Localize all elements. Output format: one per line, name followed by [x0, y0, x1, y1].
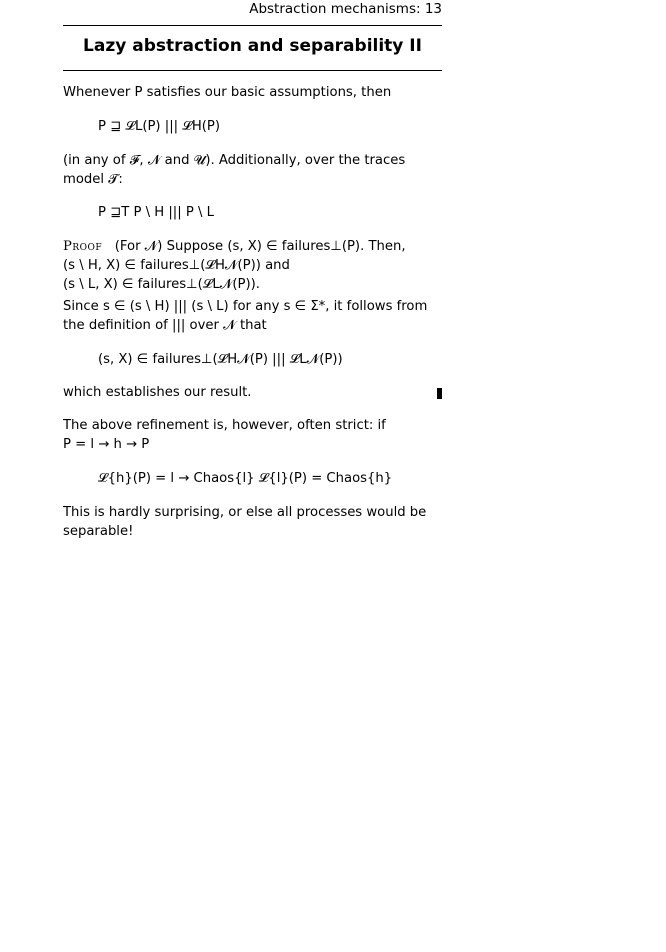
intro-paragraph: Whenever P satisfies our basic assumptions, then: [63, 85, 392, 100]
conclusion: which establishes our result.: [63, 385, 252, 400]
top-rule: [63, 25, 442, 26]
closing-line-1: This is hardly surprising, or else all processes would be: [63, 505, 427, 520]
proof-label: Proof: [63, 239, 103, 254]
qed-mark: [437, 388, 442, 399]
equation-3: (s, X) ∈ failures⊥(𝓛H𝓝(P) ||| 𝓛L𝓝(P)): [98, 352, 343, 367]
closing-line-2: separable!: [63, 524, 134, 539]
models-paragraph: (in any of 𝓕, 𝓝 and 𝓤). Additionally, over the traces model 𝓣:: [63, 153, 406, 187]
running-head: Abstraction mechanisms: 13: [249, 1, 442, 17]
proof-line-1: (For 𝓝) Suppose (s, X) ∈ failures⊥(P). Then,: [114, 239, 406, 254]
proof-line-3: (s \ L, X) ∈ failures⊥(𝓛L𝓝(P)).: [63, 277, 260, 292]
title-rule: [63, 70, 442, 71]
equation-4: 𝓛{h}(P) = l → Chaos{l} 𝓛{l}(P) = Chaos{h}: [98, 471, 393, 486]
proof-line-5: the definition of ||| over 𝓝 that: [63, 318, 267, 333]
equation-2: P ⊒T P \ H ||| P \ L: [98, 205, 214, 220]
equation-1: P ⊒ 𝓛L(P) ||| 𝓛H(P): [98, 119, 221, 134]
strict-line-2: P = l → h → P: [63, 437, 150, 452]
proof-first-line: [63, 237, 442, 256]
proof-line-2: (s \ H, X) ∈ failures⊥(𝓛H𝓝(P)) and: [63, 258, 290, 273]
slide-title: Lazy abstraction and separability II: [83, 36, 422, 56]
proof-line-4: Since s ∈ (s \ H) ||| (s \ L) for any s ∈ Σ*, it follows from: [63, 299, 428, 314]
strict-line-1: The above refinement is, however, often strict: if: [63, 418, 386, 433]
